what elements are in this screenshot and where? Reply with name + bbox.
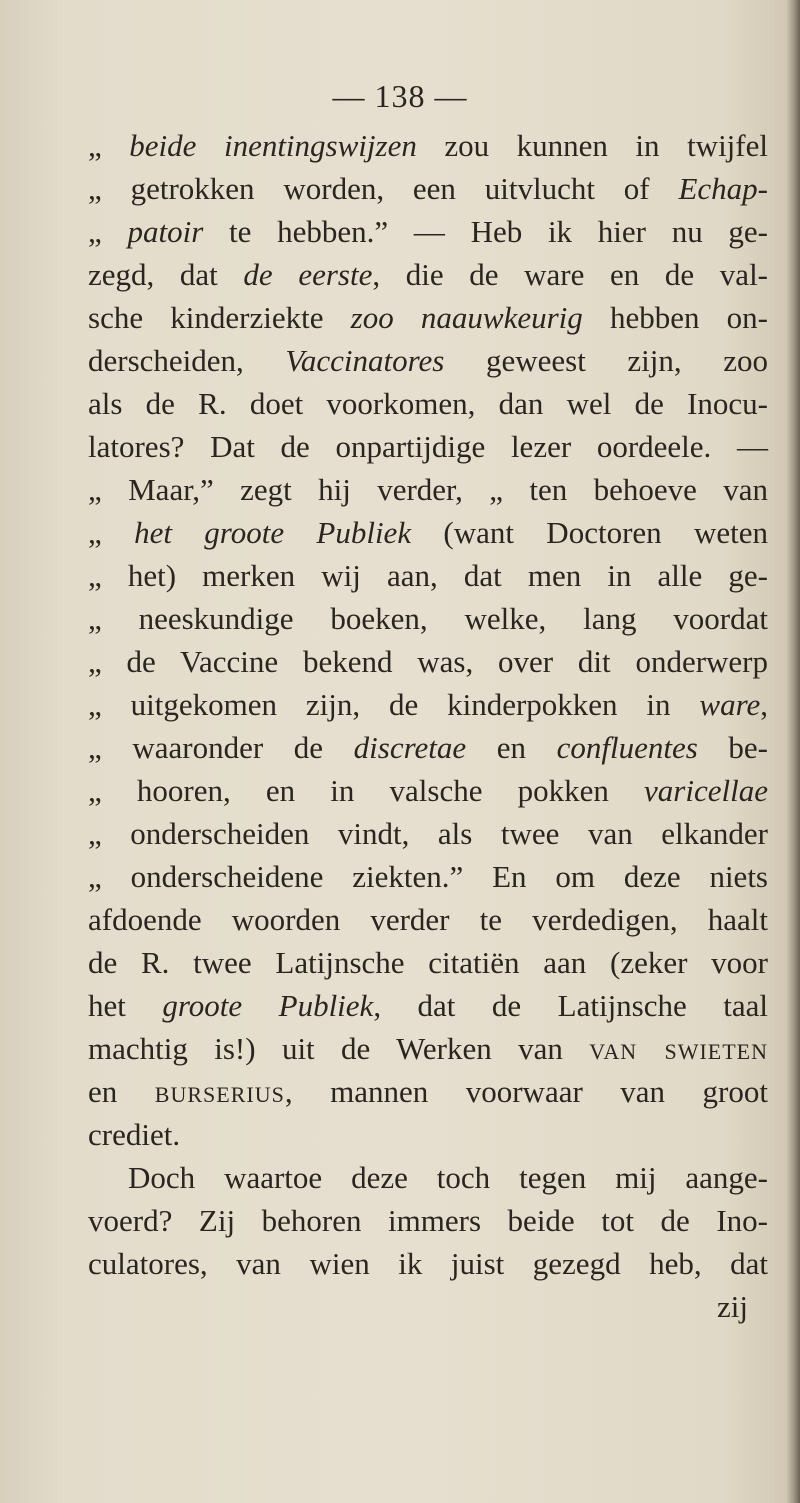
text-line (88, 683, 768, 726)
text-line (88, 812, 768, 855)
text-run: geweest zijn, zoo (444, 343, 768, 378)
text-line (88, 640, 768, 683)
text-line (88, 1027, 768, 1070)
text-line (88, 210, 768, 253)
text-line (88, 769, 768, 812)
text-run: , mannen voorwaar van groot (284, 1074, 768, 1109)
text-run: zij (717, 1289, 748, 1324)
text-run: groote Publiek (162, 988, 374, 1023)
text-line (88, 1070, 768, 1113)
text-run: en (466, 730, 557, 765)
text-run: „ waaronder de (88, 730, 354, 765)
text-run: confluentes (556, 730, 698, 765)
text-run: , die de ware en de val- (372, 257, 769, 292)
text-run: zoo naauwkeurig (350, 300, 583, 335)
text-run: machtig is!) uit de Werken van (88, 1031, 590, 1066)
text-line (88, 1199, 768, 1242)
text-run: hebben on- (582, 300, 768, 335)
text-line (88, 468, 768, 511)
text-run: derscheiden, (88, 343, 286, 378)
text-run: Vaccinatores (285, 343, 445, 378)
text-line (88, 855, 768, 898)
text-run: sche kinderziekte (88, 300, 351, 335)
text-run: het groote Publiek (134, 515, 412, 550)
text-run: crediet. (88, 1117, 181, 1152)
text-run: de R. twee Latijnsche citatiën aan (zeker voor (88, 945, 768, 980)
text-run: beide inentingswijzen (129, 128, 417, 163)
text-run: „ getrokken worden, een uitvlucht of (88, 171, 679, 206)
text-run: van swieten (589, 1031, 769, 1066)
text-run: te hebben.” — Heb ik hier nu ge- (203, 214, 768, 249)
text-line (88, 1242, 768, 1285)
text-run: „ (88, 214, 128, 249)
text-run: , (760, 687, 768, 722)
text-line (88, 554, 768, 597)
text-line (88, 1113, 768, 1156)
text-run: het (88, 988, 163, 1023)
text-line (88, 511, 768, 554)
text-line (88, 124, 768, 167)
page-number: — 138 — (332, 78, 468, 114)
text-run: varicellae (644, 773, 768, 808)
text-line (88, 898, 768, 941)
text-line (88, 382, 768, 425)
text-run: latores? Dat de onpartijdige lezer oordeele. — (88, 429, 768, 464)
text-run: „ onderscheidene ziekten.” En om deze niets (88, 859, 768, 894)
text-run: „ uitgekomen zijn, de kinderpokken in (88, 687, 700, 722)
text-run: Doch waartoe deze toch tegen mij aange- (128, 1160, 768, 1195)
text-run: , dat de Latijnsche taal (373, 988, 768, 1023)
body-text (88, 124, 768, 1328)
text-run: burserius (154, 1074, 285, 1109)
text-run: „ Maar,” zegt hij verder, „ ten behoeve van (88, 472, 768, 507)
text-line (88, 425, 768, 468)
text-run: culatores, van wien ik juist gezegd heb, dat (88, 1246, 768, 1281)
text-run: „ (88, 515, 135, 550)
text-run: patoir (127, 214, 204, 249)
text-run: „ hooren, en in valsche pokken (88, 773, 645, 808)
catchword (88, 1285, 768, 1328)
text-run: zou kunnen in twijfel (416, 128, 768, 163)
text-run: „ de Vaccine bekend was, over dit onderwerp (88, 644, 768, 679)
text-run: en (88, 1074, 155, 1109)
text-run: afdoende woorden verder te verdedigen, haalt (88, 902, 768, 937)
text-run: „ (88, 128, 130, 163)
page-edge-shadow (786, 0, 800, 1503)
text-line (88, 296, 768, 339)
text-line (88, 339, 768, 382)
text-run: de eerste (243, 257, 373, 292)
text-line (88, 1156, 768, 1199)
text-run: (want Doctoren weten (411, 515, 768, 550)
text-run: „ onderscheiden vindt, als twee van elkander (88, 816, 768, 851)
text-run: als de R. doet voorkomen, dan wel de Inocu- (88, 386, 768, 421)
text-run: „ neeskundige boeken, welke, lang voordat (88, 601, 768, 636)
text-line (88, 726, 768, 769)
text-run: ware (699, 687, 761, 722)
text-run: voerd? Zij behoren immers beide tot de Ino- (88, 1203, 768, 1238)
text-line (88, 253, 768, 296)
text-run: discretae (353, 730, 467, 765)
text-line (88, 941, 768, 984)
text-line (88, 984, 768, 1027)
text-line (88, 597, 768, 640)
text-run: Echap- (678, 171, 768, 206)
text-line (88, 167, 768, 210)
text-run: „ het) merken wij aan, dat men in alle ge- (88, 558, 768, 593)
text-run: be- (697, 730, 768, 765)
text-run: zegd, dat (88, 257, 244, 292)
